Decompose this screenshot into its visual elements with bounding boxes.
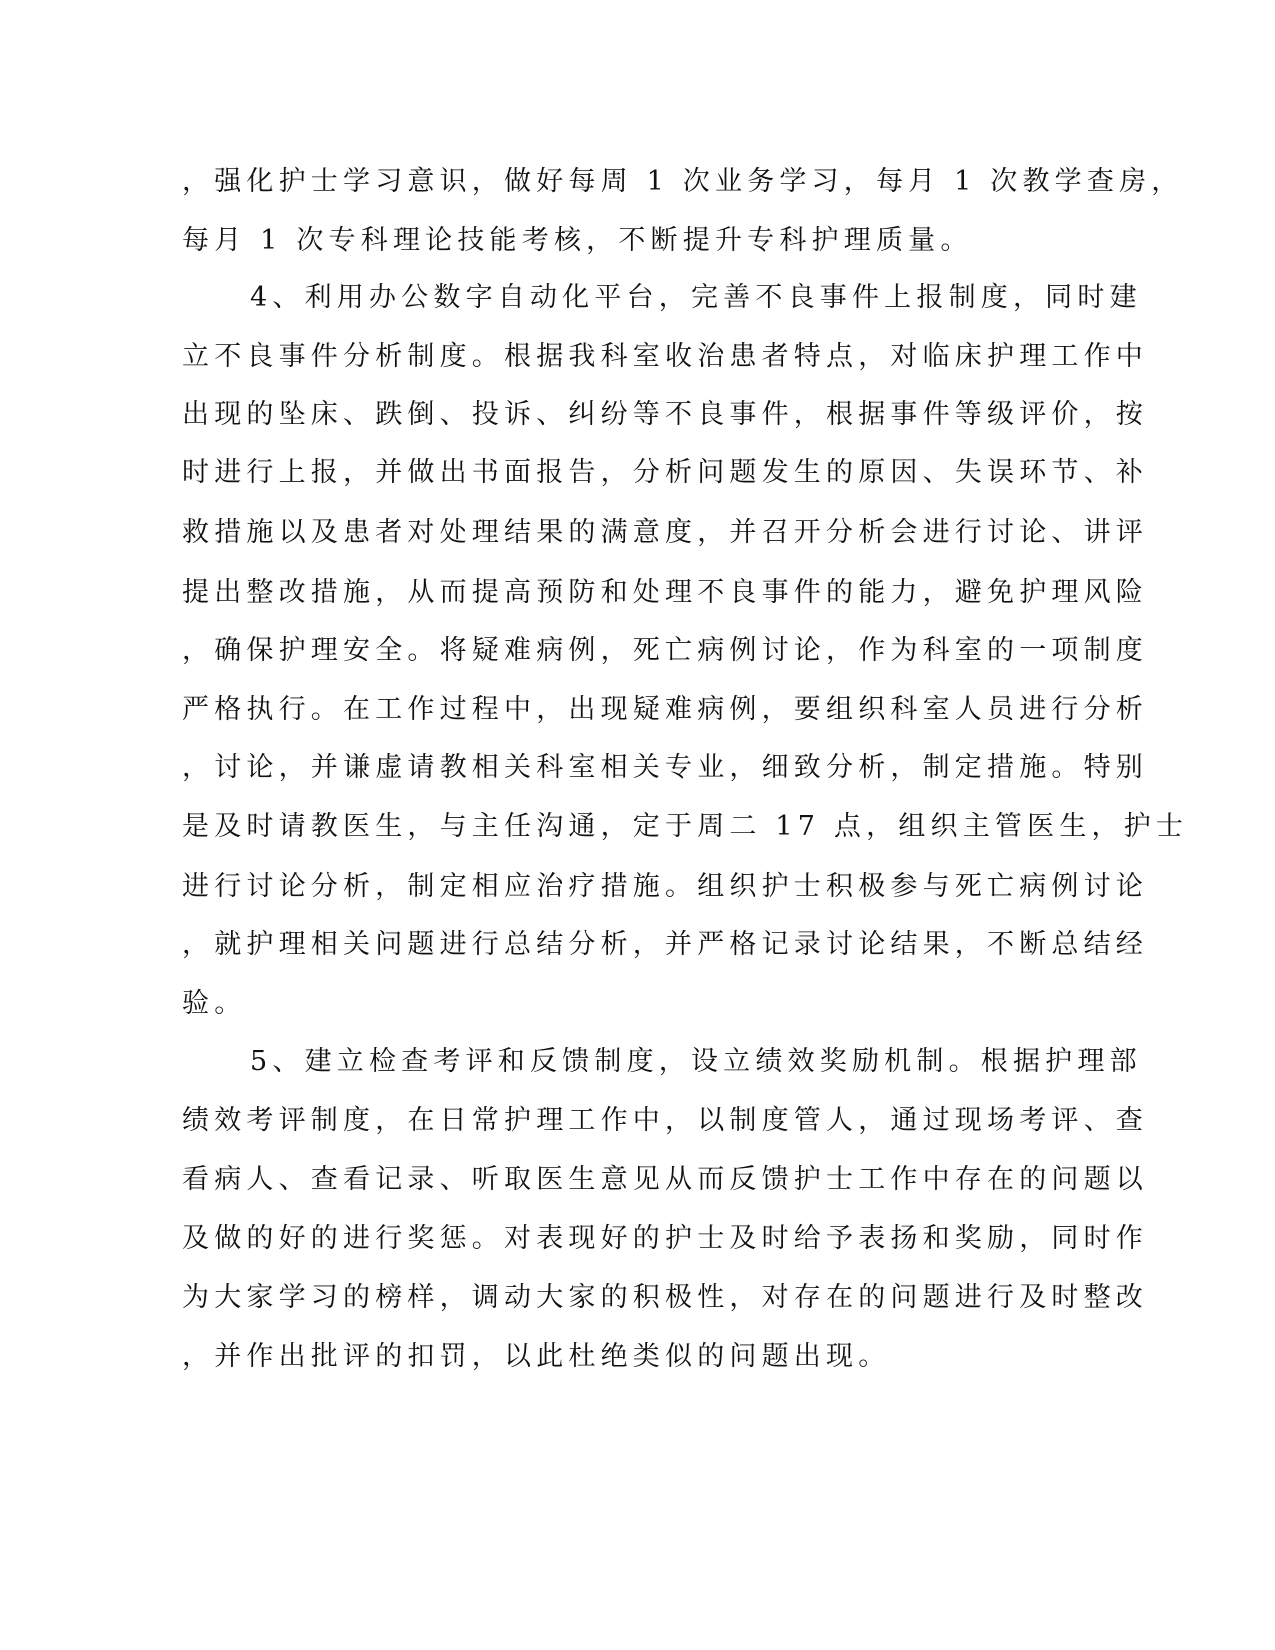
text-line: 为大家学习的榜样，调动大家的积极性，对存在的问题进行及时整改 [182, 1282, 1148, 1313]
paragraph-5-first-line: 5、建立检查考评和反馈制度，设立绩效奖励机制。根据护理部 [250, 1046, 1142, 1077]
text-line: 每月 1 次专科理论技能考核，不断提升专科护理质量。 [182, 225, 973, 256]
text-line: 是及时请教医生，与主任沟通，定于周二 17 点，组织主管医生，护士 [182, 811, 1189, 842]
text-line: 立不良事件分析制度。根据我科室收治患者特点，对临床护理工作中 [182, 341, 1148, 372]
text-line: 绩效考评制度，在日常护理工作中，以制度管人，通过现场考评、查 [182, 1105, 1148, 1136]
text-line: ，确保护理安全。将疑难病例，死亡病例讨论，作为科室的一项制度 [182, 635, 1148, 666]
text-line: 看病人、查看记录、听取医生意见从而反馈护士工作中存在的问题以 [182, 1164, 1148, 1195]
paragraph-4-first-line: 4、利用办公数字自动化平台，完善不良事件上报制度，同时建 [250, 282, 1142, 313]
text-line: 及做的好的进行奖惩。对表现好的护士及时给予表扬和奖励，同时作 [182, 1223, 1148, 1254]
text-line: 救措施以及患者对处理结果的满意度，并召开分析会进行讨论、讲评 [182, 517, 1148, 548]
text-line: ，就护理相关问题进行总结分析，并严格记录讨论结果，不断总结经 [182, 929, 1148, 960]
text-line: ，讨论，并谦虚请教相关科室相关专业，细致分析，制定措施。特别 [182, 752, 1148, 783]
text-line: ，强化护士学习意识，做好每周 1 次业务学习，每月 1 次教学查房， [182, 166, 1184, 197]
text-line: 出现的坠床、跌倒、投诉、纠纷等不良事件，根据事件等级评价，按 [182, 399, 1148, 430]
text-line: 提出整改措施，从而提高预防和处理不良事件的能力，避免护理风险 [182, 577, 1148, 608]
text-line: 严格执行。在工作过程中，出现疑难病例，要组织科室人员进行分析 [182, 694, 1148, 725]
text-line: 验。 [182, 988, 247, 1019]
text-line: 进行讨论分析，制定相应治疗措施。组织护士积极参与死亡病例讨论 [182, 871, 1148, 902]
text-line: ，并作出批评的扣罚，以此杜绝类似的问题出现。 [182, 1341, 891, 1372]
text-line: 时进行上报，并做出书面报告，分析问题发生的原因、失误环节、补 [182, 457, 1148, 488]
